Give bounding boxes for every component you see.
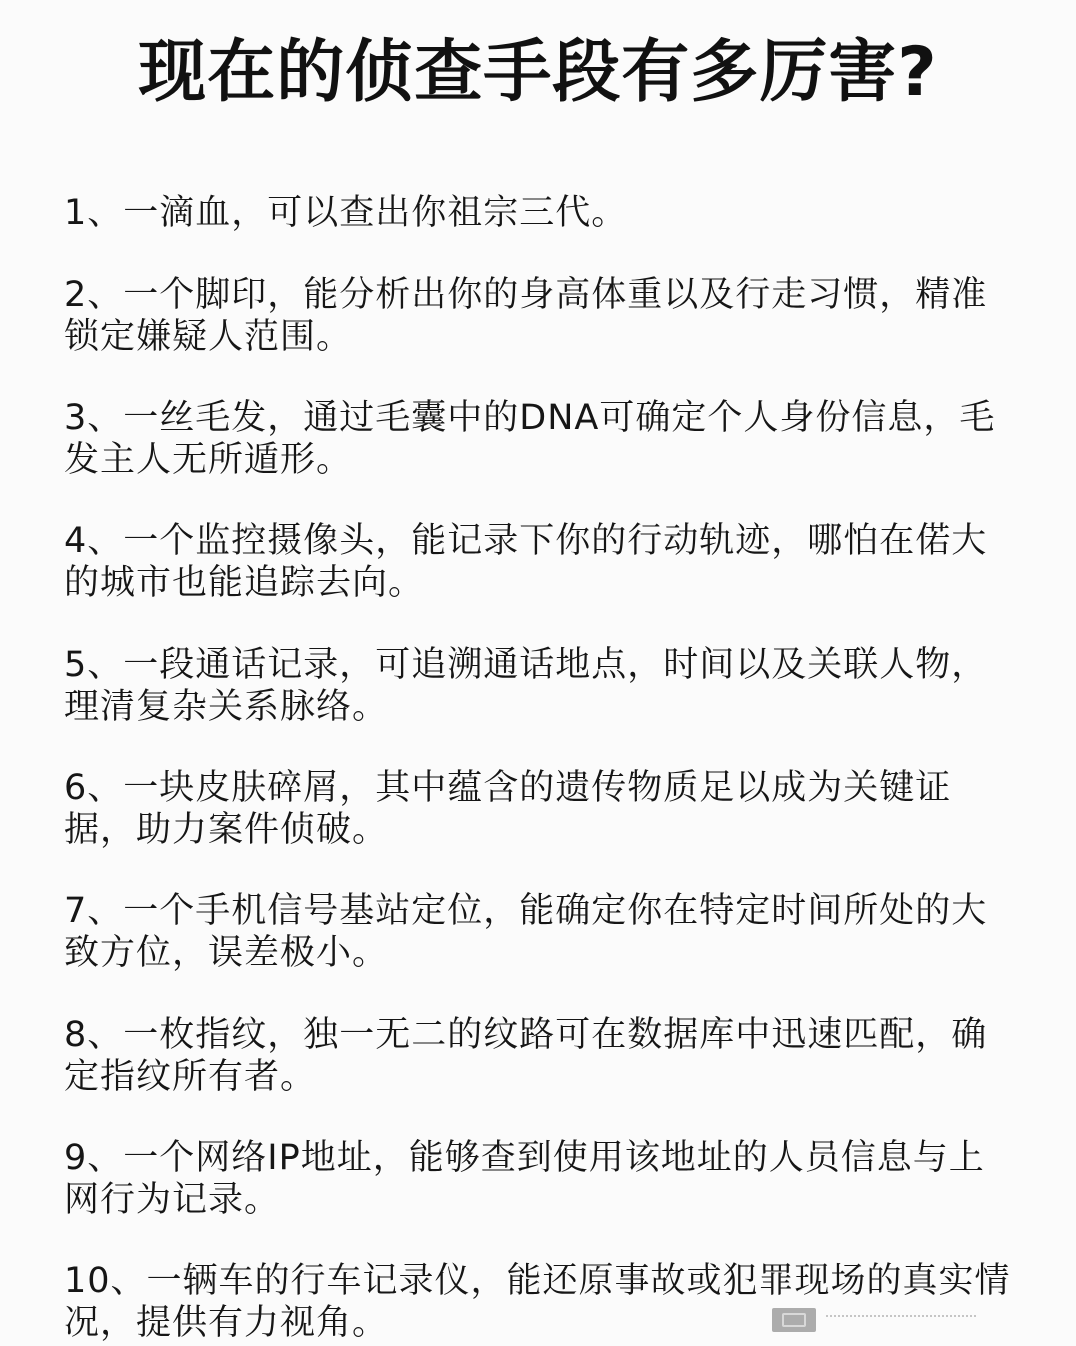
list-item-text: 10、一辆车的行车记录仪，能还原事故或犯罪现场的真实情况，提供有力视角。 (64, 1261, 1011, 1343)
watermark-logo-icon (772, 1308, 816, 1332)
list-item-text: 9、一个网络IP地址，能够查到使用该地址的人员信息与上网行为记录。 (64, 1138, 985, 1220)
watermark (772, 1306, 992, 1334)
list-item-7 (64, 890, 1014, 974)
list-item-text: 7、一个手机信号基站定位，能确定你在特定时间所处的大致方位，误差极小。 (64, 891, 988, 973)
list-item-3 (64, 397, 1014, 481)
list-item-text: 3、一丝毛发，通过毛囊中的DNA可确定个人身份信息，毛发主人无所遁形。 (64, 398, 996, 480)
list-item-text: 8、一枚指纹，独一无二的纹路可在数据库中迅速匹配，确定指纹所有者。 (64, 1015, 988, 1097)
list-item-8 (64, 1014, 1014, 1098)
page-title: 现在的侦查手段有多厉害? (138, 33, 938, 112)
list-item-text: 5、一段通话记录，可追溯通话地点，时间以及关联人物，理清复杂关系脉络。 (64, 645, 988, 727)
list-item-text: 2、一个脚印，能分析出你的身高体重以及行走习惯，精准锁定嫌疑人范围。 (64, 275, 988, 357)
list-item-text: 6、一块皮肤碎屑，其中蕴含的遗传物质足以成为关键证据，助力案件侦破。 (64, 768, 952, 850)
list-item-text: 4、一个监控摄像头，能记录下你的行动轨迹，哪怕在偌大的城市也能追踪去向。 (64, 521, 988, 603)
list-item-6 (64, 767, 1014, 851)
list-item-5 (64, 644, 1014, 728)
list-item-4 (64, 520, 1014, 604)
list-item-1 (64, 192, 1014, 234)
list-item-2 (64, 274, 1014, 358)
list-item-9 (64, 1137, 1014, 1221)
watermark-blur (826, 1315, 976, 1325)
list-item-text: 1、一滴血，可以查出你祖宗三代。 (64, 193, 628, 233)
